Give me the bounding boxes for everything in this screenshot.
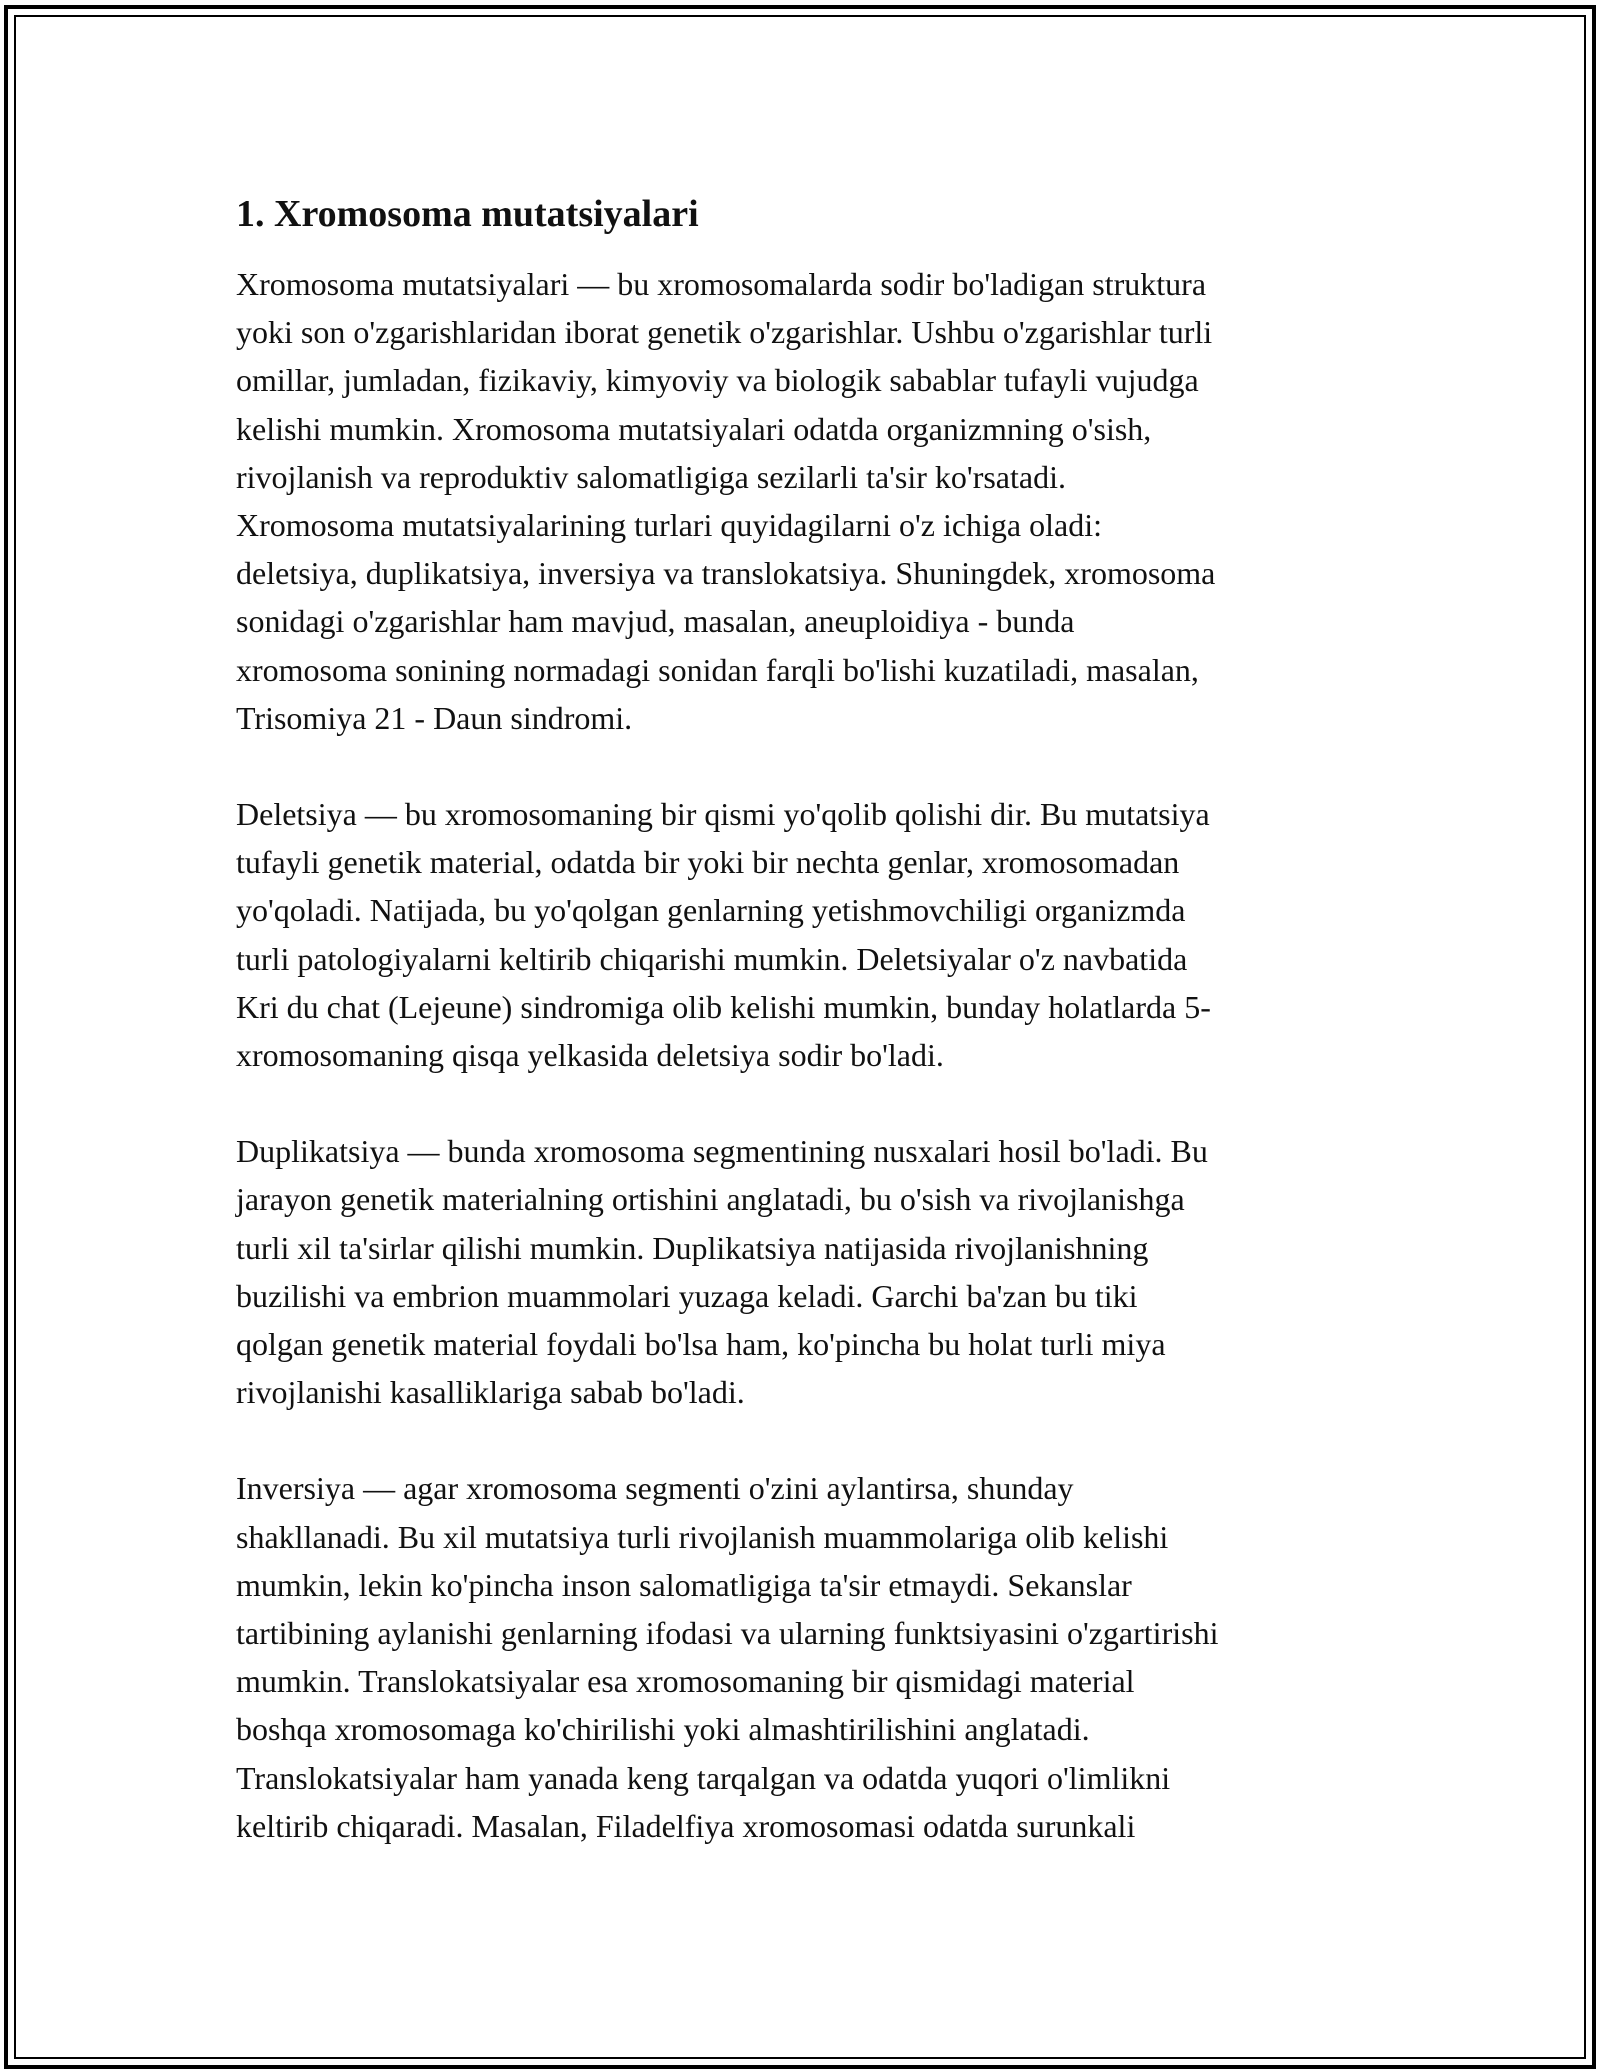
paragraph-line: xromosomaning qisqa yelkasida deletsiya sodir bo'ladi.: [236, 1037, 944, 1074]
paragraph-line: omillar, jumladan, fizikaviy, kimyoviy va biologik sabablar tufayli vujudga: [236, 362, 1199, 399]
paragraph-line: Duplikatsiya — bunda xromosoma segmentining nusxalari hosil bo'ladi. Bu: [236, 1133, 1208, 1170]
paragraph-line: sonidagi o'zgarishlar ham mavjud, masalan, aneuploidiya - bunda: [236, 603, 1075, 640]
paragraph-duplikatsiya: [236, 1127, 1372, 1416]
paragraph-line: rivojlanishi kasalliklariga sabab bo'ladi.: [236, 1374, 745, 1411]
paragraph-line: boshqa xromosomaga ko'chirilishi yoki almashtirilishini anglatadi.: [236, 1711, 1090, 1748]
paragraph-line: tartibining aylanishi genlarning ifodasi va ularning funktsiyasini o'zgartirishi: [236, 1615, 1219, 1652]
paragraph-line: mumkin, lekin ko'pincha inson salomatligiga ta'sir etmaydi. Sekanslar: [236, 1566, 1132, 1603]
paragraph-line: keltirib chiqaradi. Masalan, Filadelfiya xromosomasi odatda surunkali: [236, 1807, 1136, 1844]
paragraph-line: turli xil ta'sirlar qilishi mumkin. Duplikatsiya natijasida rivojlanishning: [236, 1229, 1149, 1266]
paragraph-line: turli patologiyalarni keltirib chiqarishi mumkin. Deletsiyalar o'z navbatida: [236, 940, 1188, 977]
paragraph-line: deletsiya, duplikatsiya, inversiya va translokatsiya. Shuningdek, xromosoma: [236, 555, 1216, 592]
paragraph-line: jarayon genetik materialning ortishini anglatadi, bu o'sish va rivojlanishga: [236, 1181, 1185, 1218]
paragraph-line: qolgan genetik material foydali bo'lsa ham, ko'pincha bu holat turli miya: [236, 1326, 1166, 1363]
paragraph-line: Xromosoma mutatsiyalari — bu xromosomalarda sodir bo'ladigan struktura: [236, 266, 1207, 302]
paragraph-deletsiya: [236, 790, 1372, 1079]
paragraph-line: Xromosoma mutatsiyalarining turlari quyidagilarni o'z ichiga oladi:: [236, 507, 1102, 544]
paragraph-line: yo'qoladi. Natijada, bu yo'qolgan genlarning yetishmovchiligi organizmda: [236, 892, 1186, 929]
paragraph-line: yoki son o'zgarishlaridan iborat genetik o'zgarishlar. Ushbu o'zgarishlar turli: [236, 314, 1213, 351]
paragraph-line: buzilishi va embrion muammolari yuzaga keladi. Garchi ba'zan bu tiki: [236, 1277, 1138, 1314]
paragraph-intro: [236, 260, 1372, 742]
paragraph-line: rivojlanish va reproduktiv salomatligiga sezilarli ta'sir ko'rsatadi.: [236, 458, 1066, 495]
paragraph-line: tufayli genetik material, odatda bir yoki bir nechta genlar, xromosomadan: [236, 844, 1180, 881]
section-heading: 1. Xromosoma mutatsiyalari: [236, 193, 699, 235]
paragraph-line: xromosoma sonining normadagi sonidan farqli bo'lishi kuzatiladi, masalan,: [236, 651, 1199, 688]
document-body: [236, 190, 1372, 1898]
paragraph-line: mumkin. Translokatsiyalar esa xromosomaning bir qismidagi material: [236, 1663, 1135, 1700]
paragraph-line: Trisomiya 21 - Daun sindromi.: [236, 699, 633, 736]
paragraph-inversiya: [236, 1464, 1372, 1850]
paragraph-line: Kri du chat (Lejeune) sindromiga olib kelishi mumkin, bunday holatlarda 5-: [236, 988, 1211, 1025]
paragraph-line: Deletsiya — bu xromosomaning bir qismi yo'qolib qolishi dir. Bu mutatsiya: [236, 796, 1210, 833]
paragraph-line: Translokatsiyalar ham yanada keng tarqalgan va odatda yuqori o'limlikni: [236, 1759, 1171, 1796]
paragraph-line: shakllanadi. Bu xil mutatsiya turli rivojlanish muammolariga olib kelishi: [236, 1518, 1169, 1555]
paragraph-line: Inversiya — agar xromosoma segmenti o'zini aylantirsa, shunday: [236, 1470, 1074, 1507]
paragraph-line: kelishi mumkin. Xromosoma mutatsiyalari odatda organizmning o'sish,: [236, 410, 1152, 447]
